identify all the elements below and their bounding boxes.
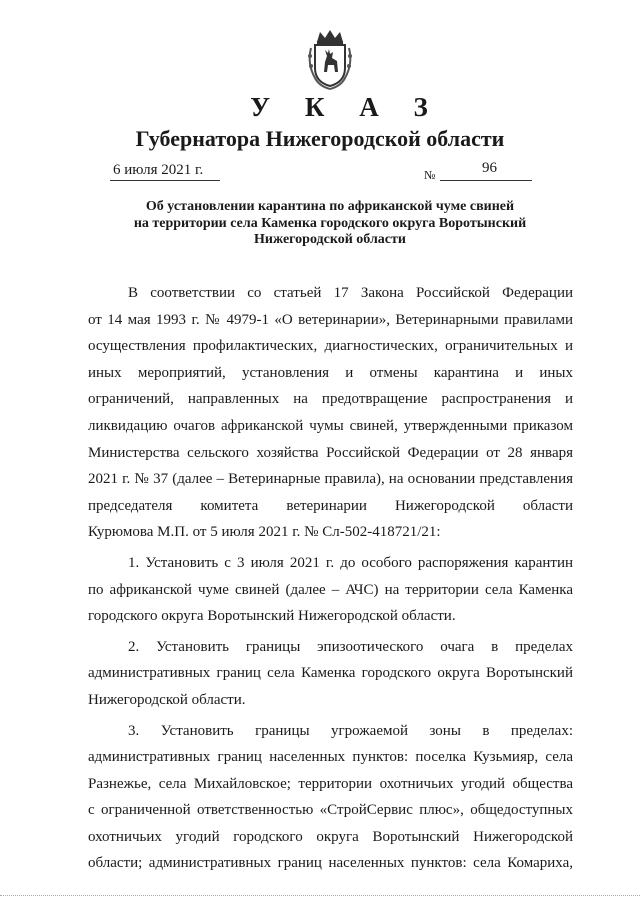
- text-line: Разнежье, села Михайловское; территории охотничьих угодий общества: [88, 775, 573, 792]
- paragraph-item-1: [88, 550, 573, 630]
- text-line: по африканской чуме свиней (далее – АЧС) на территории села Каменка: [88, 581, 573, 598]
- heading-line: Об установлении карантина по африканской чуме свиней: [145, 199, 515, 214]
- number-sign: №: [424, 168, 436, 182]
- date-underline: [110, 180, 220, 181]
- text-line: ликвидацию очагов африканской чумы свиней, утвержденными приказом: [88, 417, 573, 434]
- text-line: 2021 г. № 37 (далее – Ветеринарные правила), на основании представления: [88, 471, 573, 488]
- text-line: охотничьих угодий городского округа Воротынский Нижегородской: [88, 828, 573, 845]
- text-line: от 14 мая 1993 г. № 4979-1 «О ветеринарии», Ветеринарными правилами: [88, 311, 573, 328]
- text-line: области; административных границ населенных пунктов: села Комариха,: [88, 855, 573, 872]
- text-line: Курюмова М.П. от 5 июля 2021 г. № Сл-502-418721/21:: [88, 524, 441, 541]
- coat-of-arms-icon: [305, 28, 355, 90]
- paragraph-item-2: [88, 634, 573, 714]
- text-line: административных границ населенных пунктов: поселка Кузьмияр, села: [88, 749, 573, 766]
- decree-number: 96: [482, 160, 497, 176]
- heading-line: на территории села Каменка городского округа Воротынский: [133, 215, 527, 231]
- issuer-title: Губернатора Нижегородской области: [135, 126, 505, 151]
- scan-edge-dots: [0, 895, 640, 898]
- text-line: административных границ села Каменка городского округа Воротынский: [88, 665, 573, 682]
- paragraph-item-3: [88, 718, 573, 878]
- text-line: Нижегородской области.: [88, 691, 246, 708]
- number-underline: [440, 180, 532, 181]
- text-line: председателя комитета ветеринарии Нижегородской области: [88, 497, 573, 514]
- text-line: 1. Установить с 3 июля 2021 г. до особого распоряжения карантин: [128, 554, 573, 571]
- heading-line: Нижегородской области: [254, 232, 406, 247]
- decree-body: [88, 280, 573, 877]
- text-line: Министерства сельского хозяйства Российской Федерации от 28 января: [88, 444, 573, 461]
- decree-date: 6 июля 2021 г.: [113, 162, 204, 178]
- text-line: с ограниченной ответственностью «СтройСервис плюс», общедоступных: [88, 802, 573, 819]
- text-line: ограничений, направленных на предотвращение распространения и: [88, 391, 573, 408]
- text-line: осуществления профилактических, диагностических, ограничительных и: [88, 338, 573, 355]
- document-type: У К А З: [250, 92, 442, 122]
- paragraph-preamble: [88, 280, 573, 546]
- decree-heading: [90, 199, 570, 249]
- text-line: 3. Установить границы угрожаемой зоны в пределах:: [128, 722, 573, 739]
- text-line: В соответствии со статьей 17 Закона Российской Федерации: [128, 285, 573, 301]
- text-line: иных мероприятий, установления и отмены карантина и иных: [88, 364, 573, 381]
- text-line: городского округа Воротынский Нижегородской области.: [88, 608, 456, 625]
- text-line: 2. Установить границы эпизоотического очага в пределах: [128, 638, 573, 655]
